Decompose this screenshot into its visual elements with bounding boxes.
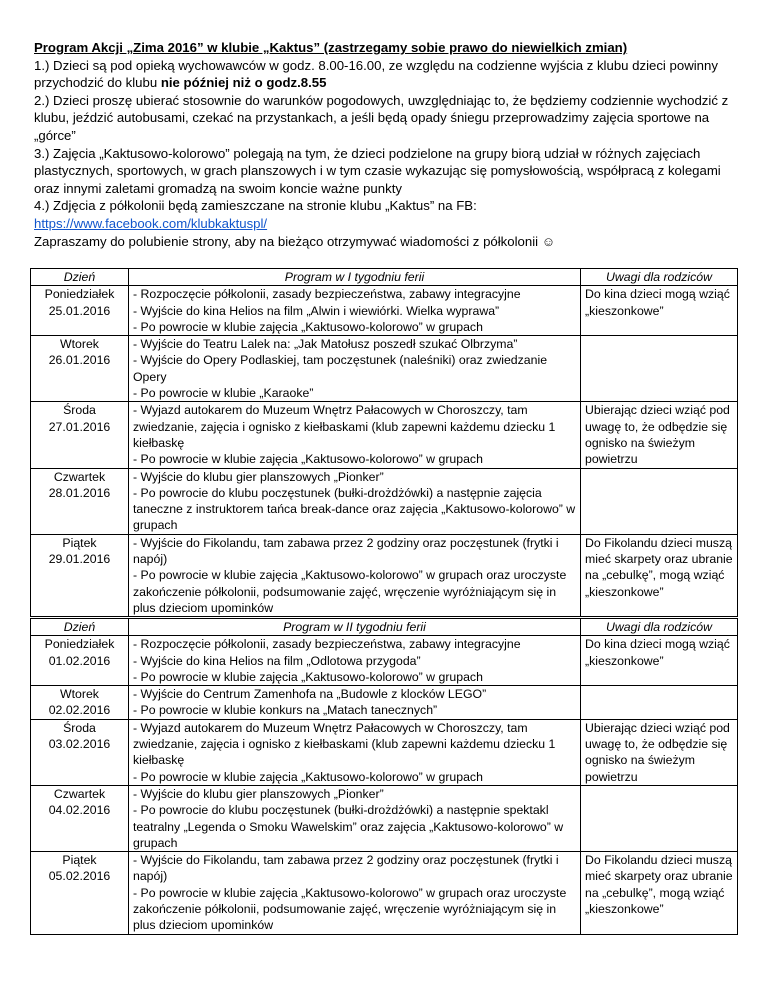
program-cell xyxy=(128,468,580,534)
program-item: - Wyjście do Fikolandu, tam zabawa przez 2 godziny oraz poczęstunek (frytki i napój) xyxy=(132,853,559,884)
header-day: Dzień xyxy=(31,619,129,636)
program-item: - Wyjście do kina Helios na film „Alwin i wiewiórki. Wielka wyprawa” xyxy=(132,303,500,318)
program-item: - Wyjście do Fikolandu, tam zabawa przez 2 godziny oraz poczęstunek (frytki i napój) xyxy=(132,535,559,567)
program-item: - Wyjście do klubu gier planszowych „Pionker” xyxy=(132,786,384,801)
schedule-row xyxy=(31,785,738,851)
notes-cell: Do Fikolandu dzieci muszą mieć skarpety oraz ubranie na „cebulkę”, mogą wziąć „kieszonkowe” xyxy=(581,534,738,616)
day-cell xyxy=(31,636,129,686)
day-cell xyxy=(31,852,129,934)
header-day: Dzień xyxy=(31,269,129,286)
program-item: - Po powrocie w klubie zajęcia „Kaktusowo-kolorowo” w grupach xyxy=(132,669,483,684)
schedule-row xyxy=(31,402,738,468)
day-cell xyxy=(31,336,129,402)
program-cell xyxy=(128,402,580,468)
week1-header-row xyxy=(31,269,738,286)
day-cell xyxy=(31,468,129,534)
program-item: - Po powrocie w klubie zajęcia „Kaktusowo-kolorowo” w grupach oraz uroczyste zakończenie półkolonii, podsumowanie zajęć, wręczenie wyróżniającym się in plus dzieciom upominków xyxy=(132,885,567,933)
program-item: - Wyjście do kina Helios na film „Odlotowa przygoda” xyxy=(132,653,421,668)
day-date: 27.01.2016 xyxy=(48,419,111,434)
day-date: 04.02.2016 xyxy=(48,803,111,818)
schedule-row xyxy=(31,534,738,616)
notes-cell: Ubierając dzieci wziąć pod uwagę to, że odbędzie się ognisko na świeżym powietrzu xyxy=(581,719,738,785)
day-name: Czwartek xyxy=(53,469,106,484)
program-cell xyxy=(128,636,580,686)
schedule-row xyxy=(31,719,738,785)
schedule-row xyxy=(31,852,738,934)
program-cell xyxy=(128,286,580,336)
header-program: Program w I tygodniu ferii xyxy=(128,269,580,286)
program-item: - Wyjście do Centrum Zamenhofa na „Budowle z klocków LEGO” xyxy=(132,687,487,702)
day-cell xyxy=(31,686,129,720)
day-name: Środa xyxy=(63,403,96,418)
notes-cell xyxy=(581,336,738,402)
day-date: 02.02.2016 xyxy=(48,703,111,718)
paragraph-1-bold: nie później niż o godz.8.55 xyxy=(160,75,327,91)
day-date: 05.02.2016 xyxy=(48,869,111,884)
intro-section xyxy=(34,39,734,250)
program-item: - Rozpoczęcie półkolonii, zasady bezpieczeństwa, zabawy integracyjne xyxy=(132,637,521,652)
program-item: - Po powrocie w klubie „Karaoke” xyxy=(132,386,314,401)
program-cell xyxy=(128,785,580,851)
week1-table xyxy=(30,268,738,617)
schedule-row xyxy=(31,636,738,686)
day-cell xyxy=(31,719,129,785)
paragraph-5: Zapraszamy do polubienie strony, aby na bieżąco otrzymywać wiadomości z półkolonii ☺ xyxy=(34,233,556,249)
program-item: - Wyjście do klubu gier planszowych „Pionker” xyxy=(132,469,384,484)
program-item: - Wyjazd autokarem do Muzeum Wnętrz Pałacowych w Choroszczy, tam zwiedzanie, zajęcia i ognisko z kiełbaskami (klub zapewni każdemu dziecku 1 kiełbaskę xyxy=(132,403,556,450)
document-title: Program Akcji „Zima 2016” w klubie „Kaktus” (zastrzegamy sobie prawo do niewielkich zmian) xyxy=(34,40,628,55)
schedule-row xyxy=(31,686,738,720)
notes-cell: Ubierając dzieci wziąć pod uwagę to, że odbędzie się ognisko na świeżym powietrzu xyxy=(581,402,738,468)
notes-cell: Do kina dzieci mogą wziąć „kieszonkowe” xyxy=(581,636,738,686)
week2-header-row xyxy=(31,619,738,636)
day-name: Wtorek xyxy=(60,687,99,702)
program-item: - Po powrocie w klubie zajęcia „Kaktusowo-kolorowo” w grupach oraz uroczyste zakończenie półkolonii, podsumowanie zajęć, wręczenie wyróżniającym się in plus dzieciom upominków xyxy=(132,568,567,615)
program-item: - Po powrocie w klubie zajęcia „Kaktusowo-kolorowo” w grupach xyxy=(132,452,483,467)
paragraph-4: 4.) Zdjęcia z półkolonii będą zamieszczane na stronie klubu „Kaktus” na FB: xyxy=(34,198,477,214)
day-date: 03.02.2016 xyxy=(48,737,111,752)
day-name: Wtorek xyxy=(60,337,99,352)
program-item: - Po powrocie w klubie zajęcia „Kaktusowo-kolorowo” w grupach xyxy=(132,319,483,334)
program-item: - Po powrocie w klubie konkurs na „Matach tanecznych” xyxy=(132,703,438,718)
schedule-row xyxy=(31,336,738,402)
program-item: - Wyjście do Opery Podlaskiej, tam poczęstunek (naleśniki) oraz zwiedzanie Opery xyxy=(132,353,548,384)
program-cell xyxy=(128,852,580,934)
paragraph-1 xyxy=(34,57,734,92)
day-name: Czwartek xyxy=(53,786,106,801)
notes-cell xyxy=(581,468,738,534)
paragraph-3: 3.) Zajęcia „Kaktusowo-kolorowo” polegają na tym, że dzieci podzielone na grupy biorą udział w różnych zajęciach plastycznych, sportowych, w grach planszowych i w tym czasie wykazując się pomysłowością, współpracą z kolegami oraz innymi zaletami gromadzą na swoim koncie ważne punkty xyxy=(34,145,721,196)
header-program: Program w II tygodniu ferii xyxy=(128,619,580,636)
day-cell xyxy=(31,785,129,851)
program-item: - Rozpoczęcie półkolonii, zasady bezpieczeństwa, zabawy integracyjne xyxy=(132,287,521,302)
program-cell xyxy=(128,336,580,402)
notes-cell: Do Fikolandu dzieci muszą mieć skarpety oraz ubranie na „cebulkę”, mogą wziąć „kieszonkowe” xyxy=(581,852,738,934)
day-name: Piątek xyxy=(62,535,97,550)
day-name: Poniedziałek xyxy=(44,287,115,302)
day-date: 29.01.2016 xyxy=(48,552,111,567)
program-item: - Po powrocie w klubie zajęcia „Kaktusowo-kolorowo” w grupach xyxy=(132,769,483,784)
notes-cell: Do kina dzieci mogą wziąć „kieszonkowe” xyxy=(581,286,738,336)
week2-table xyxy=(30,618,738,935)
day-name: Poniedziałek xyxy=(44,637,115,652)
facebook-link[interactable]: https://www.facebook.com/klubkaktuspl/ xyxy=(34,215,268,231)
notes-cell xyxy=(581,686,738,720)
program-item: - Po powrocie do klubu poczęstunek (bułki-drożdżówki) a następnie spektakl teatralny „Legenda o Smoku Wawelskim” oraz zajęcia „Kaktusowo-kolorowo” w grupach xyxy=(132,803,564,850)
program-cell xyxy=(128,719,580,785)
schedule-row xyxy=(31,286,738,336)
notes-cell xyxy=(581,785,738,851)
header-notes: Uwagi dla rodziców xyxy=(581,619,738,636)
week2-body xyxy=(31,636,738,934)
day-date: 26.01.2016 xyxy=(48,353,111,368)
schedule-row xyxy=(31,468,738,534)
program-cell xyxy=(128,686,580,720)
program-cell xyxy=(128,534,580,616)
day-cell xyxy=(31,286,129,336)
day-date: 01.02.2016 xyxy=(48,653,111,668)
paragraph-2: 2.) Dzieci proszę ubierać stosownie do warunków pogodowych, uwzględniając to, że będziemy codziennie wychodzić z klubu, jeździć autobusami, czekać na przystankach, a jeśli będą opady śniegu przeprowadzimy zajęcia sportowe na „górce” xyxy=(34,92,729,143)
paragraph-1-text: 1.) Dzieci są pod opieką wychowawców w godz. 8.00-16.00, ze względu na codzienne wyjścia z klubu dzieci powinny przychodzić do klubu xyxy=(34,57,718,91)
day-cell xyxy=(31,402,129,468)
program-item: - Po powrocie do klubu poczęstunek (bułki-drożdżówki) a następnie zajęcia taneczne z instruktorem tańca break-dance oraz zajęcia „Kaktusowo-kolorowo” w grupach xyxy=(132,485,576,533)
week1-body xyxy=(31,286,738,617)
day-date: 28.01.2016 xyxy=(48,485,111,500)
program-item: - Wyjazd autokarem do Muzeum Wnętrz Pałacowych w Choroszczy, tam zwiedzanie, zajęcia i ognisko z kiełbaskami (klub zapewni każdemu dziecku 1 kiełbaskę xyxy=(132,720,556,768)
day-name: Piątek xyxy=(62,853,97,868)
day-name: Środa xyxy=(63,720,96,735)
program-item: - Wyjście do Teatru Lalek na: „Jak Matołusz poszedł szukać Olbrzyma” xyxy=(132,337,518,352)
header-notes: Uwagi dla rodziców xyxy=(581,269,738,286)
day-date: 25.01.2016 xyxy=(48,303,111,318)
day-cell xyxy=(31,534,129,616)
